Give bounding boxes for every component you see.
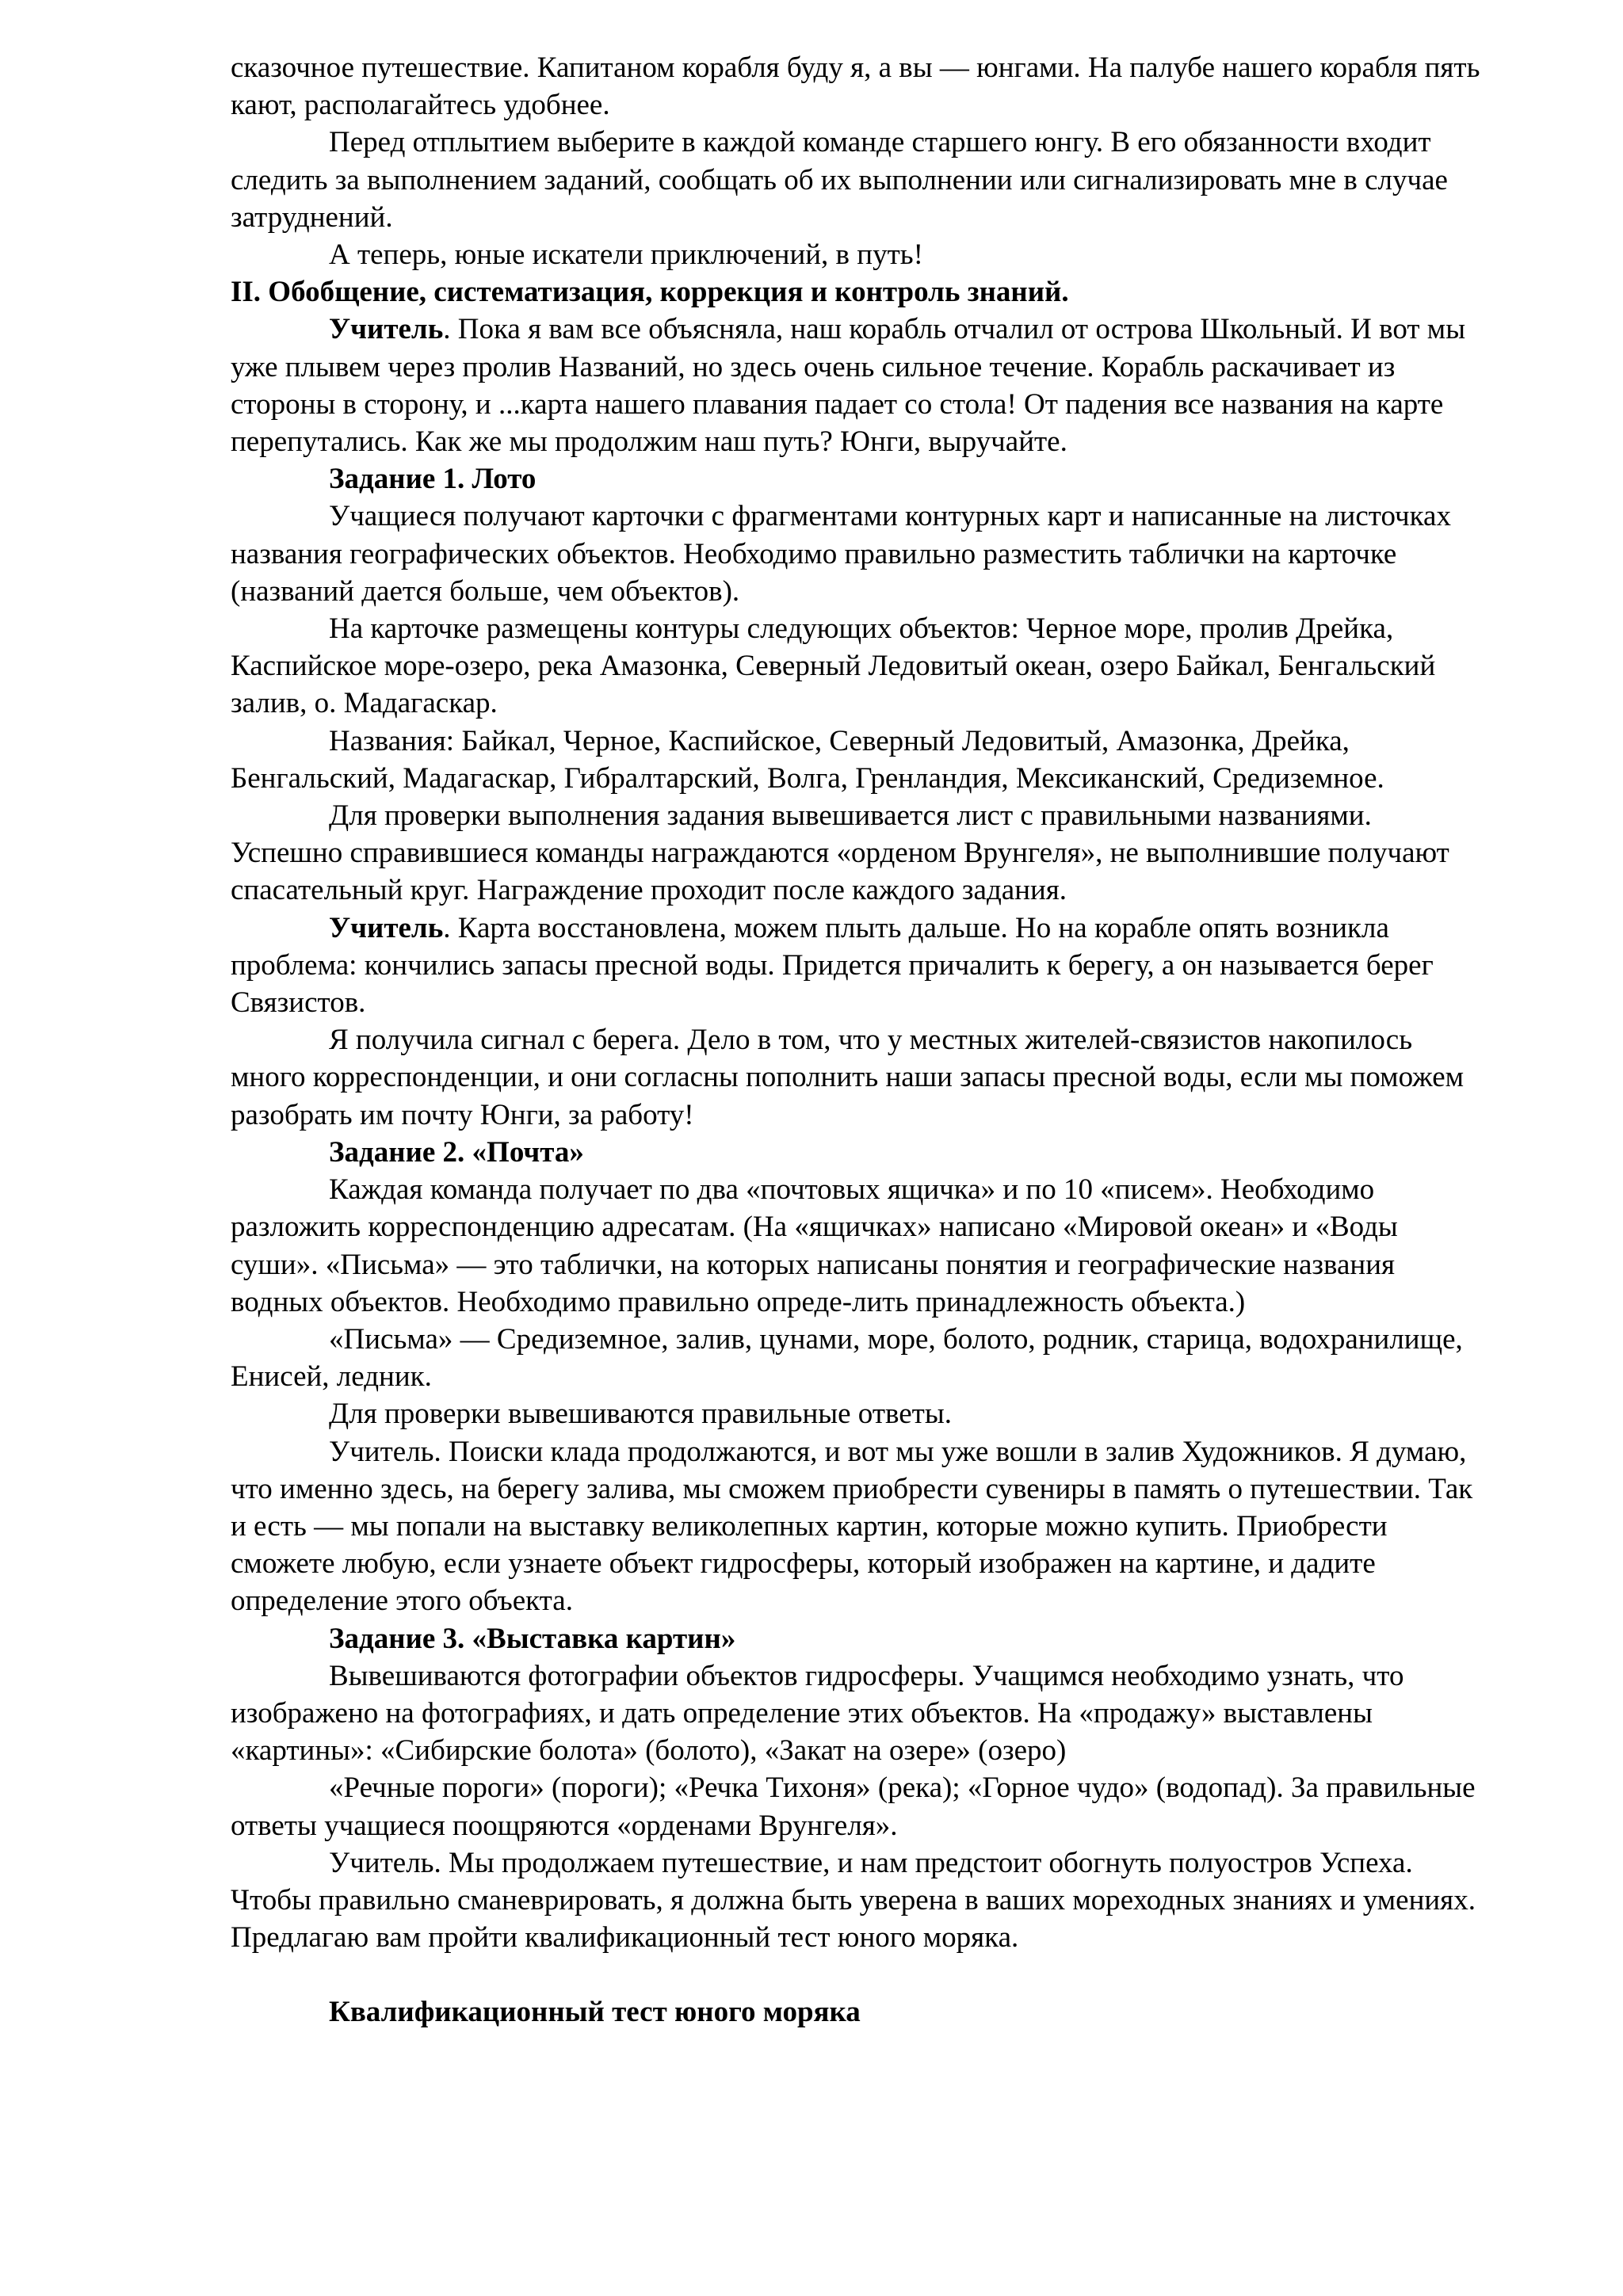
- speaker-label: Учитель: [329, 911, 444, 944]
- test-heading: Квалификационный тест юного моряка: [329, 1996, 861, 2029]
- paragraph: Перед отплытием выберите в каждой команде старшего юнгу. В его обязанности входит следить за выполнением заданий, сообщать об их выполнении или сигнализировать мне в случае затруднений.: [231, 126, 1448, 234]
- blank-line: [231, 1956, 1483, 1993]
- paragraph: сказочное путешествие. Капитаном корабля буду я, а вы — юнгами. На палубе нашего корабля пять кают, располагайтесь удобнее.: [231, 51, 1480, 122]
- paragraph: Я получила сигнал с берега. Дело в том, что у местных жителей-связистов накопилось много корреспонденции, и они согласны пополнить наши запасы пресной воды, если мы поможем разобрать им почту Юнги, за работу!: [231, 1024, 1465, 1131]
- document-page: [231, 49, 1483, 2031]
- paragraph: «Письма» — Средиземное, залив, цунами, море, болото, родник, старица, водохранилище, Енисей, ледник.: [231, 1322, 1463, 1394]
- paragraph-text: . Пока я вам все объясняла, наш корабль отчалил от острова Школьный. И вот мы уже плывем через пролив Названий, но здесь очень сильное течение. Корабль раскачивает из стороны в сторону, и ...карта нашего плавания падает со стола! От падения все названия на карте перепутались. Как же мы продолжим наш путь? Юнги, выручайте.: [231, 313, 1466, 459]
- paragraph: Каждая команда получает по два «почтовых ящичка» и по 10 «писем». Необходимо разложить корреспонденцию адресатам. (На «ящичках» написано «Мировой океан» и «Воды суши». «Письма» — это таблички, на которых написаны понятия и географические названия водных объектов. Необходимо правильно опреде-лить принадлежность объекта.): [231, 1173, 1398, 1318]
- paragraph: «Речные пороги» (пороги); «Речка Тихоня» (река); «Горное чудо» (водопад). За правильные ответы учащиеся поощряются «орденами Врунгеля».: [231, 1772, 1476, 1842]
- paragraph: На карточке размещены контуры следующих объектов: Черное море, пролив Дрейка, Каспийское море-озеро, река Амазонка, Северный Ледовитый океан, озеро Байкал, Бенгальский залив, о. Мадагаскар.: [231, 612, 1436, 720]
- paragraph: Учитель. Мы продолжаем путешествие, и нам предстоит обогнуть полуостров Успеха. Чтобы правильно сманеврировать, я должна быть уверена в ваших мореходных знаниях и умениях. Предлагаю вам пройти квалификационный тест юного моряка.: [231, 1846, 1476, 1955]
- paragraph: А теперь, юные искатели приключений, в путь!: [329, 238, 923, 272]
- paragraph-text: . Карта восстановлена, можем плыть дальше. Но на корабле опять возникла проблема: кончились запасы пресной воды. Придется причалить к берегу, а он называется берег Связистов.: [231, 911, 1434, 1020]
- section-heading: II. Обобщение, систематизация, коррекция и контроль знаний.: [231, 276, 1069, 309]
- paragraph: Учащиеся получают карточки с фрагментами контурных карт и написанные на листочках названия географических объектов. Необходимо правильно разместить таблички на карточке (названий дается больше, чем объектов).: [231, 500, 1451, 608]
- paragraph: [231, 910, 1483, 1022]
- task-heading: Задание 1. Лото: [329, 463, 537, 496]
- paragraph: Для проверки выполнения задания вывешивается лист с правильными названиями. Успешно справившиеся команды награждаются «орденом Врунгеля», не выполнившие получают спасательный круг. Награждение проходит после каждого задания.: [231, 799, 1449, 907]
- task-heading: Задание 2. «Почта»: [329, 1135, 584, 1169]
- paragraph: Названия: Байкал, Черное, Каспийское, Северный Ледовитый, Амазонка, Дрейка, Бенгальский, Мадагаскар, Гибралтарский, Волга, Гренландия, Мексиканский, Средиземное.: [231, 724, 1384, 795]
- paragraph: Вывешиваются фотографии объектов гидросферы. Учащимся необходимо узнать, что изображено на фотографиях, и дать определение этих объектов. На «продажу» выставлены «картины»: «Сибирские болота» (болото), «Закат на озере» (озеро): [231, 1659, 1404, 1768]
- task-heading: Задание 3. «Выставка картин»: [329, 1622, 736, 1655]
- paragraph: Для проверки вывешиваются правильные ответы.: [329, 1398, 952, 1431]
- paragraph: Учитель. Поиски клада продолжаются, и вот мы уже вошли в залив Художников. Я думаю, что именно здесь, на берегу залива, мы сможем приобрести сувениры в память о путешествии. Так и есть — мы попали на выставку великолепных картин, которые можно купить. Приобрести сможете любую, если узнаете объект гидросферы, который изображен на картине, и дадите определение этого объекта.: [231, 1435, 1473, 1618]
- speaker-label: Учитель: [329, 313, 444, 346]
- paragraph: [231, 311, 1483, 460]
